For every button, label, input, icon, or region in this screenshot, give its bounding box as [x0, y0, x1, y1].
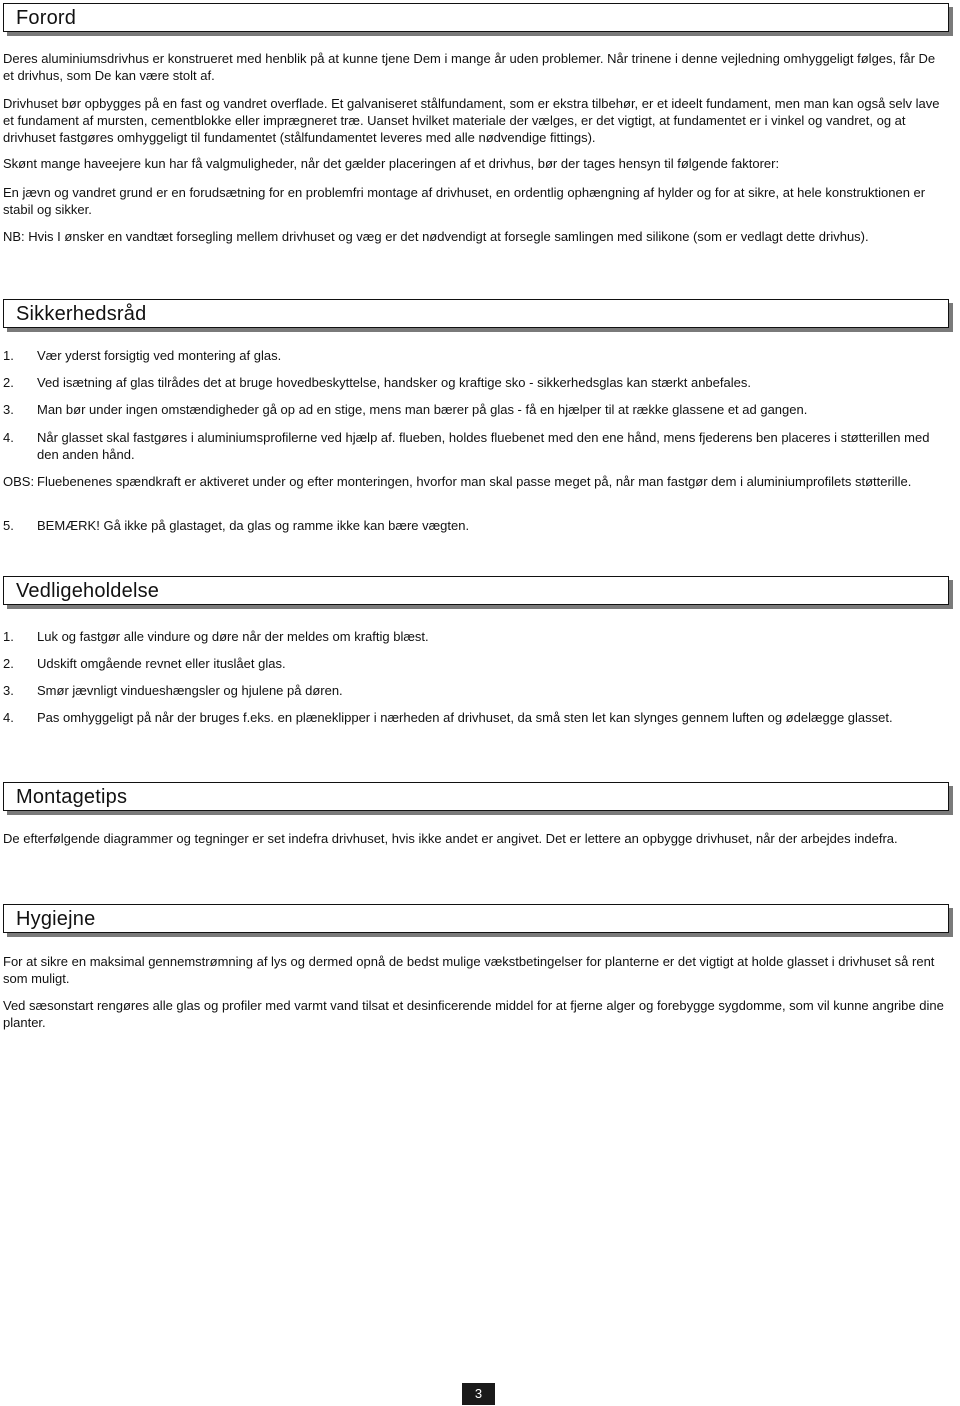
- item-number: 3.: [3, 402, 14, 417]
- item-text: Luk og fastgør alle vindure og døre når der meldes om kraftig blæst.: [37, 629, 429, 644]
- item-number: 3.: [3, 683, 14, 698]
- list-item: [3, 401, 945, 418]
- item-text: Vær yderst forsigtig ved montering af glas.: [37, 348, 282, 363]
- section-title: Forord: [16, 7, 77, 29]
- list-item: [3, 473, 945, 490]
- section-heading-sikkerhedsraad: [3, 299, 949, 328]
- item-text: BEMÆRK! Gå ikke på glastaget, da glas og ramme ikke kan bære vægten.: [37, 518, 470, 533]
- item-number: 4.: [3, 710, 14, 725]
- paragraph: Drivhuset bør opbygges på en fast og vandret overflade. Et galvaniseret stålfundament, som er ekstra tilbehør, er et ideelt fundament, men man kan også selv lave et fundament af mursten, cementblokke eller imprægneret træ. Uanset hvilket materiale der vælges, er det vigtigt, at fundamentet er i vinkel og vandret, og at drivhuset fastgøres omhyggeligt til fundamentet (stålfundamentet leveres med alle nødvendige fittings).: [3, 96, 940, 145]
- item-number: 1.: [3, 348, 14, 363]
- section-heading-forord: [3, 3, 949, 32]
- item-text: Man bør under ingen omstændigheder gå op ad en stige, mens man bærer på glas - få en hjælper til at række glassene et ad gangen.: [37, 402, 808, 417]
- section-heading-hygiejne: [3, 904, 949, 933]
- section-title: Hygiejne: [16, 908, 96, 930]
- item-number: 1.: [3, 629, 14, 644]
- list-item: [3, 682, 945, 699]
- item-text: Fluebenenes spændkraft er aktiveret under og efter monteringen, hvorfor man skal passe meget på, når man fastgør dem i aluminiumprofilets støtterille.: [37, 474, 912, 489]
- item-text: Ved isætning af glas tilrådes det at bruge hovedbeskyttelse, handsker og kraftige sko - sikkerhedsglas kan stærkt anbefales.: [37, 375, 751, 390]
- paragraph: De efterfølgende diagrammer og tegninger er set indefra drivhuset, hvis ikke andet er angivet. Det er lettere an opbygge drivhuset, når der arbejdes indefra.: [3, 831, 898, 846]
- page-number: 3: [462, 1383, 495, 1405]
- list-item: [3, 709, 945, 726]
- item-number: 5.: [3, 518, 14, 533]
- item-text: Når glasset skal fastgøres i aluminiumsprofilerne ved hjælp af. flueben, holdes fluebenet med den ene hånd, mens fjederens ben placeres i støtterillen med den anden hånd.: [37, 430, 930, 462]
- list-item: [3, 429, 945, 463]
- list-item: [3, 517, 945, 534]
- item-text: Pas omhyggeligt på når der bruges f.eks. en plæneklipper i nærheden af drivhuset, da små sten let kan slynges gennem luften og ødelægge glasset.: [37, 710, 893, 725]
- list-item: [3, 347, 945, 364]
- item-number: 2.: [3, 656, 14, 671]
- paragraph: Skønt mange haveejere kun har få valgmuligheder, når det gælder placeringen af et drivhus, bør der tages hensyn til følgende faktorer:: [3, 156, 780, 171]
- list-item: [3, 628, 945, 645]
- item-number: 2.: [3, 375, 14, 390]
- section-heading-vedligeholdelse: [3, 576, 949, 605]
- paragraph: NB: Hvis I ønsker en vandtæt forsegling mellem drivhuset og væg er det nødvendigt at forsegle samlingen med silikone (som er vedlagt dette drivhus).: [3, 229, 869, 244]
- item-number: OBS:: [3, 474, 35, 489]
- section-title: Sikkerhedsråd: [16, 303, 147, 325]
- section-heading-montagetips: [3, 782, 949, 811]
- item-text: Udskift omgående revnet eller ituslået glas.: [37, 656, 286, 671]
- paragraph: Deres aluminiumsdrivhus er konstrueret med henblik på at kunne tjene Dem i mange år uden problemer. Når trinene i denne vejledning omhyggeligt følges, får De et drivhus, som De kan være stolt af.: [3, 51, 936, 83]
- list-item: [3, 374, 945, 391]
- paragraph: En jævn og vandret grund er en forudsætning for en problemfri montage af drivhuset, en ordentlig ophængning af hylder og for at sikre, at hele konstruktionen er stabil og sikker.: [3, 185, 926, 217]
- list-item: [3, 655, 945, 672]
- item-text: Smør jævnligt vindueshængsler og hjulene på døren.: [37, 683, 343, 698]
- section-title: Vedligeholdelse: [16, 580, 160, 602]
- item-number: 4.: [3, 430, 14, 445]
- paragraph: For at sikre en maksimal gennemstrømning af lys og dermed opnå de bedst mulige vækstbetingelser for planterne er det vigtigt at holde glasset i drivhuset så rent som muligt.: [3, 954, 935, 986]
- paragraph: Ved sæsonstart rengøres alle glas og profiler med varmt vand tilsat et desinficerende middel for at fjerne alger og forebygge sygdomme, som vil kunne angribe dine planter.: [3, 998, 944, 1030]
- section-title: Montagetips: [16, 786, 128, 808]
